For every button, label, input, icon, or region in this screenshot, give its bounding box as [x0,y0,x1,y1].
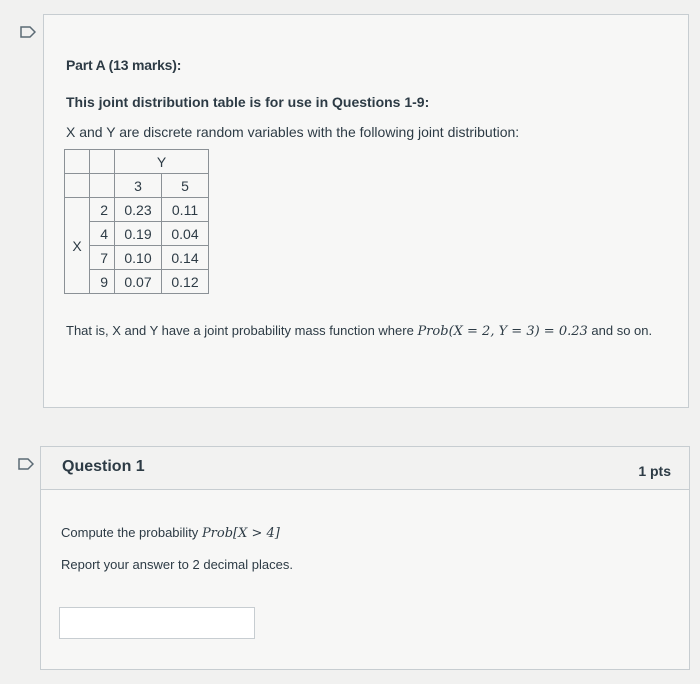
table-cell-empty [65,150,90,174]
table-row [65,150,209,174]
table-cell-empty [65,174,90,198]
table-cell: 0.12 [162,270,209,294]
prompt-prefix: Compute the probability [61,525,199,540]
y-label: Y [115,150,209,174]
table-cell-empty [90,174,115,198]
table-cell: 0.04 [162,222,209,246]
question-points: 1 pts [638,463,671,479]
answer-input[interactable] [59,607,255,639]
part-intro: This joint distribution table is for use in Questions 1-9: [66,94,430,110]
table-cell: 0.10 [115,246,162,270]
x-value: 7 [90,246,115,270]
table-cell: 0.14 [162,246,209,270]
flag-question-icon[interactable] [18,458,34,470]
joint-distribution-table [64,149,209,294]
flag-question-icon[interactable] [20,26,36,38]
question-note: Report your answer to 2 decimal places. [61,557,293,572]
table-cell: 0.07 [115,270,162,294]
question-header [41,447,689,490]
x-value: 9 [90,270,115,294]
question-card [40,446,690,670]
prompt-math: Prob[X > 4] [201,526,280,541]
part-description: X and Y are discrete random variables with the following joint distribution: [66,124,520,140]
follow-math: Prob(X = 2, Y = 3) = 0.23 [417,324,588,339]
x-value: 2 [90,198,115,222]
x-label: X [65,198,90,294]
x-value: 4 [90,222,115,246]
table-row [65,174,209,198]
follow-text [66,321,676,342]
y-value: 5 [162,174,209,198]
question-prompt [61,525,280,541]
part-title: Part A (13 marks): [66,57,182,73]
follow-prefix: That is, X and Y have a joint probability mass function where [66,323,414,338]
table-cell: 0.19 [115,222,162,246]
follow-suffix: and so on. [591,323,653,338]
table-cell: 0.23 [115,198,162,222]
table-cell-empty [90,150,115,174]
part-a-card [43,14,689,408]
question-title: Question 1 [62,458,145,475]
table-cell: 0.11 [162,198,209,222]
table-row [65,198,209,222]
y-value: 3 [115,174,162,198]
